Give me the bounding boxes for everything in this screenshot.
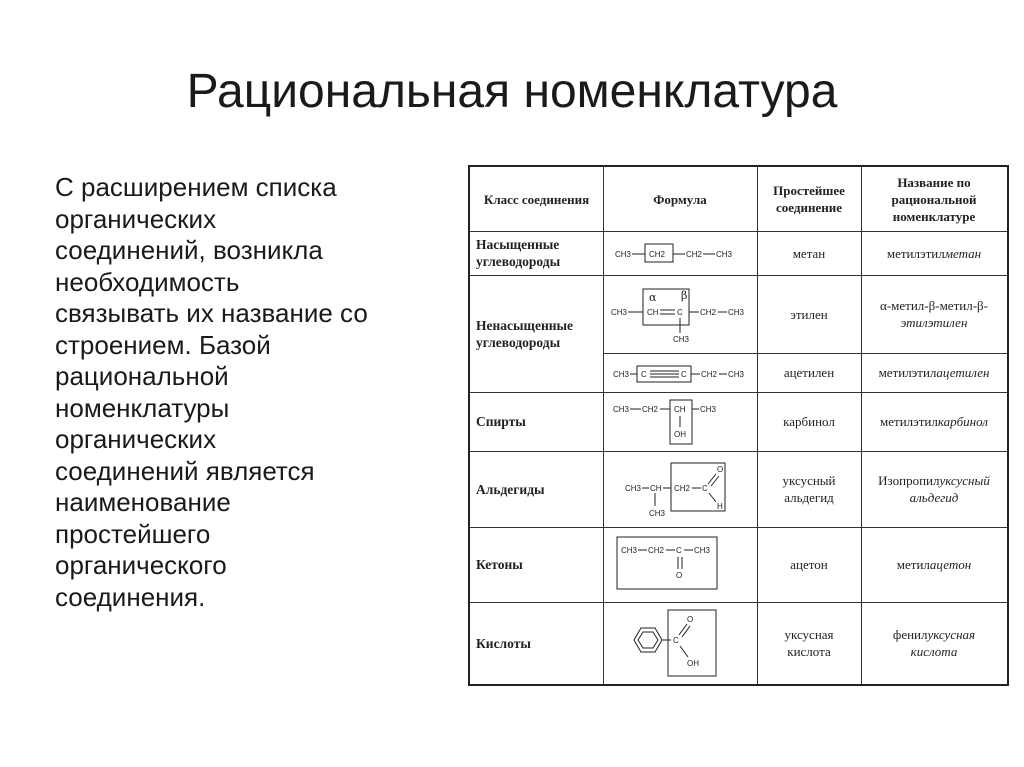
svg-text:O: O [687, 615, 694, 624]
svg-text:CH3: CH3 [615, 250, 632, 259]
svg-text:H: H [717, 502, 723, 511]
nomenclature-table [468, 165, 1009, 686]
simplest-ethylene: этилен [790, 306, 828, 322]
class-unsaturated: Ненасыщенные углеводороды [476, 317, 574, 350]
formula-ketone [605, 529, 755, 601]
svg-text:C: C [702, 484, 708, 493]
name-unsaturated-1: α-метил-β-метил-β-этилэтилен [880, 298, 988, 330]
class-saturated: Насыщенные углеводороды [476, 237, 561, 269]
svg-text:C: C [673, 636, 679, 645]
formula-acid [605, 604, 755, 684]
svg-text:CH3: CH3 [728, 370, 745, 379]
name-ketone: метилацетон [896, 557, 972, 572]
svg-text:β: β [681, 289, 688, 302]
name-alcohol: метилэтилкарбинол [880, 414, 988, 429]
svg-text:O: O [717, 465, 724, 474]
header-class: Класс соединения [483, 191, 590, 207]
svg-text:CH2: CH2 [686, 250, 703, 259]
svg-text:CH2: CH2 [649, 250, 666, 259]
svg-text:CH2: CH2 [642, 405, 659, 414]
simplest-acetic-acid: уксусная кислота [784, 627, 834, 659]
class-alcohols: Спирты [476, 414, 526, 429]
svg-text:CH2: CH2 [674, 484, 691, 493]
svg-text:CH3: CH3 [625, 484, 642, 493]
svg-text:CH2: CH2 [701, 370, 718, 379]
svg-text:CH3: CH3 [694, 546, 711, 555]
simplest-acetylene: ацетилен [783, 365, 835, 380]
class-ketones: Кетоны [476, 557, 523, 572]
formula-saturated [605, 233, 755, 273]
svg-text:CH3: CH3 [611, 308, 628, 317]
header-name: Название по рациональной номенклатуре [891, 174, 977, 224]
formula-aldehyde [605, 453, 755, 525]
simplest-acetone: ацетон [790, 557, 828, 572]
svg-text:CH2: CH2 [700, 308, 717, 317]
svg-text:OH: OH [674, 430, 686, 439]
svg-text:CH3: CH3 [613, 370, 630, 379]
name-acid: фенилуксусная кислота [892, 627, 976, 659]
slide-title: Рациональная номенклатура [186, 65, 838, 118]
svg-text:CH3: CH3 [673, 335, 690, 344]
svg-text:CH: CH [647, 308, 659, 317]
svg-text:CH3: CH3 [728, 308, 745, 317]
svg-text:OH: OH [687, 659, 699, 668]
svg-text:C: C [641, 370, 647, 379]
svg-text:CH3: CH3 [621, 546, 638, 555]
svg-text:C: C [677, 308, 683, 317]
svg-text:CH3: CH3 [649, 509, 666, 518]
body-text: С расширением списка органических соединений, возникла необходимость связывать их название со строением. Базой рациональной номенклатуры органических соединений является наименование простейшего органического соединения. [55, 172, 368, 612]
svg-text:C: C [681, 370, 687, 379]
class-aldehydes: Альдегиды [476, 481, 545, 497]
formula-alcohol [605, 394, 755, 450]
name-aldehyde: Изопропилуксусный альдегид [878, 473, 990, 505]
svg-text:C: C [676, 546, 682, 555]
name-saturated: метилэтилметан [886, 245, 982, 261]
formula-unsaturated-2 [605, 355, 755, 391]
header-formula: Формула [653, 191, 707, 207]
svg-text:CH: CH [674, 405, 686, 414]
simplest-acetaldehyde: уксусный альдегид [782, 473, 836, 505]
svg-text:CH2: CH2 [648, 546, 665, 555]
header-simplest: Простейшее соединение [773, 183, 845, 215]
simplest-carbinol: карбинол [783, 414, 835, 429]
formula-unsaturated-1 [605, 277, 755, 352]
svg-text:CH: CH [650, 484, 662, 493]
svg-text:CH3: CH3 [716, 250, 733, 259]
svg-text:CH3: CH3 [700, 405, 717, 414]
svg-text:CH3: CH3 [613, 405, 630, 414]
svg-text:O: O [676, 571, 683, 580]
svg-text:α: α [649, 291, 657, 304]
class-acids: Кислоты [476, 635, 531, 651]
name-unsaturated-2: метилэтилацетилен [878, 365, 990, 380]
simplest-methane: метан [792, 245, 826, 261]
